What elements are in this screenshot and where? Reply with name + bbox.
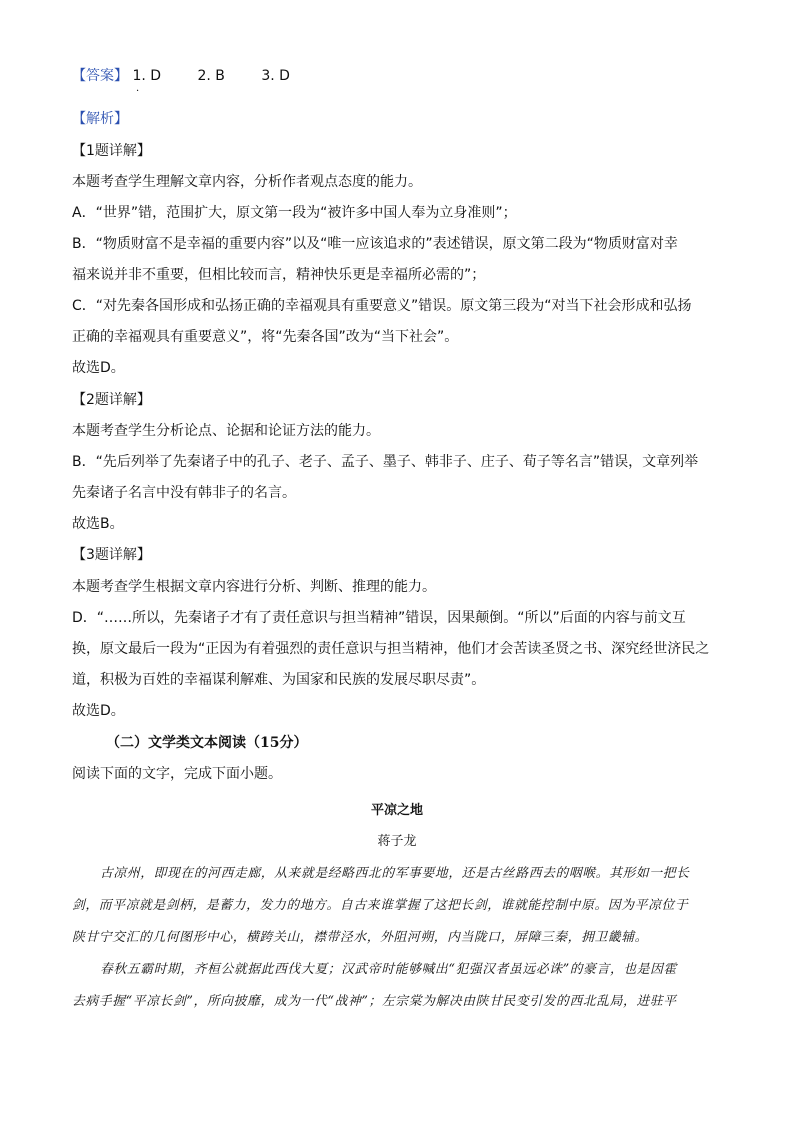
answer-3: 3. D [261,68,290,84]
passage-title: 平凉之地 [370,803,423,818]
q2-intro: 本题考查学生分析论点、论据和论证方法的能力。 [72,423,380,439]
q3-intro: 本题考查学生根据文章内容进行分析、判断、推理的能力。 [72,579,436,595]
dot-mark: · [136,86,140,97]
reading-instruction: 阅读下面的文字，完成下面小题。 [72,766,282,782]
q3-option-d-line2: 换，原文最后一段为“正因为有着强烈的责任意识与担当精神，他们才会苦读圣贤之书、深究经世济民之 [72,641,710,657]
passage-p1-line3: 陕甘宁交汇的几何图形中心，横跨关山，襟带泾水，外阻河朔，内当陇口，屏障三秦，拥卫畿辅。 [72,930,649,945]
analysis-label: 【解析】 [72,111,128,127]
q2-option-b-line1: B．“先后列举了先秦诸子中的孔子、老子、孟子、墨子、韩非子、庄子、荀子等名言”错误，文章列举 [72,454,699,470]
q3-heading: 【3题详解】 [72,547,151,563]
answer-2: 2. B [197,68,225,84]
q1-option-a: A．“世界”错，范围扩大，原文第一段为“被许多中国人奉为立身准则”； [72,205,517,221]
passage-p2-line1: 春秋五霸时期，齐桓公就据此西伐大夏；汉武帝时能够喊出“犯强汉者虽远必诛”的豪言，也是因霍 [100,962,677,977]
q2-choice: 故选B。 [72,516,124,532]
q1-option-c-line1: C．“对先秦各国形成和弘扬正确的幸福观具有重要意义”错误。原文第三段为“对当下社会形成和弘扬 [72,298,692,314]
q2-option-b-line2: 先秦诸子名言中没有韩非子的名言。 [72,485,296,501]
passage-p2-line2: 去病手握“平凉长剑”，所向披靡，成为一代“战神”；左宗棠为解决由陕甘民变引发的西北乱局，进驻平 [72,994,677,1009]
answer-label: 【答案】 [72,68,128,84]
passage-author: 蒋子龙 [377,834,417,849]
q1-choice: 故选D。 [72,360,125,376]
section-heading: （二）文学类文本阅读（15分） [106,735,308,751]
q3-option-d-line3: 道，积极为百姓的幸福谋利解难、为国家和民族的发展尽职尽责”。 [72,672,486,688]
q1-heading: 【1题详解】 [72,143,151,159]
q1-option-b-line1: B．“物质财富不是幸福的重要内容”以及“唯一应该追求的”表述错误，原文第二段为“物质财富对幸 [72,236,678,252]
answer-line [72,67,322,85]
q3-choice: 故选D。 [72,703,125,719]
q3-option-d-line1: D．“……所以，先秦诸子才有了责任意识与担当精神”错误，因果颠倒。“所以”后面的内容与前文互 [72,610,686,626]
q1-option-c-line2: 正确的幸福观具有重要意义”，将“先秦各国”改为“当下社会”。 [72,329,459,345]
q2-heading: 【2题详解】 [72,392,151,408]
q1-option-b-line2: 福来说并非不重要，但相比较而言，精神快乐更是幸福所必需的”； [72,267,486,283]
passage-p1-line2: 剑，而平凉就是剑柄，是蓄力，发力的地方。自古来谁掌握了这把长剑，谁就能控制中原。因为平凉位于 [72,898,689,913]
q1-intro: 本题考查学生理解文章内容，分析作者观点态度的能力。 [72,174,422,190]
answer-1: 1. D [132,68,162,84]
passage-p1-line1: 古凉州，即现在的河西走廊，从来就是经略西北的军事要地，还是古丝路西去的咽喉。其形如一把长 [100,866,690,881]
